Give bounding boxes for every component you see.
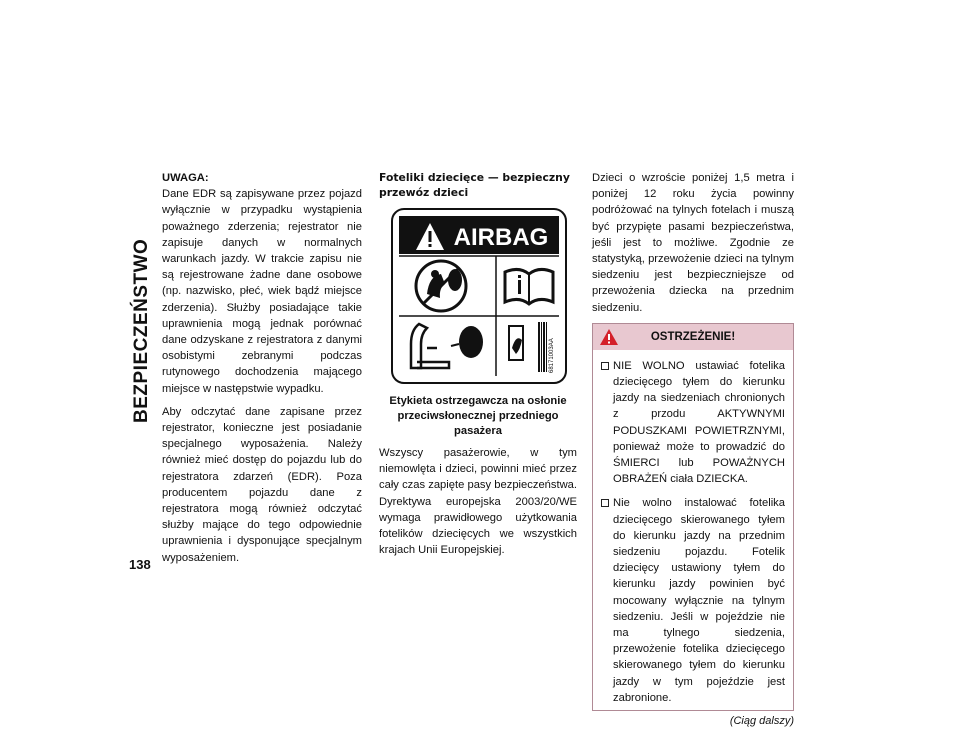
column-3 [592,170,794,729]
page-number: 138 [129,557,151,572]
image-caption: Etykieta ostrzegawcza na osłonie przeciwsłonecznej przedniego pasażera [389,395,567,437]
section-title: Foteliki dziecięce — bezpieczny przewóz dzieci [379,171,570,199]
warning-item [593,350,793,488]
column-2 [379,170,577,565]
rear-seat-paragraph: Dzieci o wzroście poniżej 1,5 metra i poniżej 12 roku życia powinny podróżować na tylnych fotelach i muszą być przypięte pasami bezpieczeństwa, jeśli jest to możliwe. Zgodnie ze statystyką, przewożenie dzieci na tylnym siedzeniu jest bezpieczniejsze od przewożenia dziecka na przednim siedzeniu. [592,172,794,314]
note-title: UWAGA: [162,172,209,184]
note-paragraph: Dane EDR są zapisywane przez pojazd wyłącznie w przypadku wystąpienia poważnego zderzenia; rejestrator nie zapisuje danych w normalnych warunkach jazdy. W trakcie zapisu nie są rejestrowane żadne dane osobowe (np. nazwisko, płeć, wiek bądź miejsce zderzenia). Służby posiadające takie uprawnienia mogą jednak porównać dane odzyskane z rejestratora z danymi osobistymi zebranymi podczas rutynowego dochodzenia mającego miejsce w następstwie wypadku. [162,188,362,395]
continued-note: (Ciąg dalszy) [729,715,794,728]
warning-title: OSTRZEŻENIE! [650,330,736,343]
child-seat-paragraph: Wszyscy pasażerowie, w tym niemowlęta i dzieci, powinni mieć przez cały czas zapięte pasy bezpieczeństwa. Dyrektywa europejska 2003/20/WE wymaga prawidłowego użytkowania fotelików dziecięcych we wszystkich krajach Unii Europejskiej. [379,447,577,557]
warning-box [592,323,794,711]
airbag-warning-label-image [379,208,577,384]
checkbox-bullet-icon [601,495,613,706]
warning-item-text: NIE WOLNO ustawiać fotelika dziecięcego tyłem do kierunku jazdy na siedzeniach chronionych z przodu AKTYWNYMI PODUSZKAMI POWIETRZNYMI, ponieważ może to prowadzić do ŚMIERCI lub POWAŻNYCH OBRAŻEŃ ciała DZIECKA. [613,359,785,486]
column-1 [162,170,362,573]
edr-paragraph: Aby odczytać dane zapisane przez rejestrator, konieczne jest posiadanie specjalnego wyposażenia. Należy również mieć dostęp do pojazdu lub do rejestratora zdarzeń (EDR). Poza producentem pojazdu dane z rejestratora mogą również odczytać służby mające do tego odpowiednie uprawnienia i dysponujące specjalnym wyposażeniem. [162,405,362,564]
warning-triangle-icon [599,328,619,346]
airbag-label-text: AIRBAG [453,224,549,251]
checkbox-bullet-icon [601,358,613,488]
section-tab-label: BEZPIECZEŃSTWO [131,238,152,423]
warning-item [593,487,793,710]
section-side-tab [131,173,151,573]
warning-item-text: Nie wolno instalować fotelika dziecięcego skierowanego tyłem do kierunku jazdy na przednim siedzeniu pojazdu. Fotelik dziecięcy ustawiony tyłem do kierunku jazdy powinien być mocowany wyłącznie na tylnym siedzeniu. Jeśli w pojeździe nie ma tylnego siedzenia, przewożenie fotelika dziecięcego skierowanego tyłem do kierunku jazdy w tym pojeździe jest zabronione. [613,497,785,704]
warning-header [593,324,793,350]
label-part-code: 68171003AA [549,338,555,373]
